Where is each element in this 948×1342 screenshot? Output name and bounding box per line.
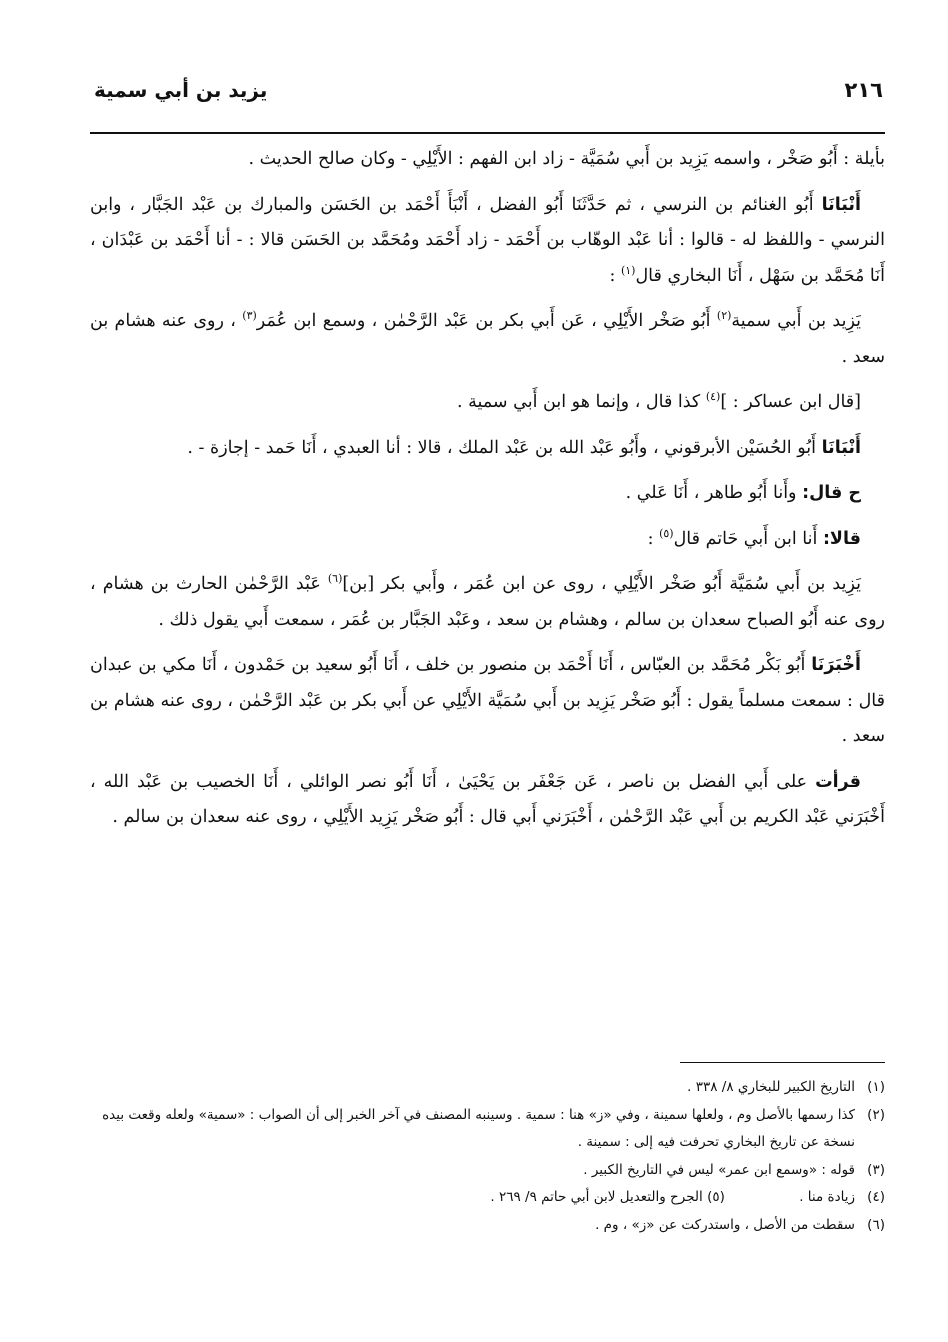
footnote-number: (١) bbox=[867, 1079, 885, 1095]
footnote bbox=[90, 1102, 885, 1157]
book-page bbox=[90, 62, 885, 1322]
footnote bbox=[90, 1157, 885, 1185]
footnote-separator bbox=[680, 1062, 885, 1063]
paragraph-lead: أَنْبَانَا bbox=[821, 194, 861, 215]
page-header bbox=[90, 78, 885, 118]
footnote-ref: (٤) bbox=[705, 390, 721, 404]
paragraph: بأيلة : أَبُو صَخْر ، واسمه يَزِيد بن أَبي سُمَيَّة - زاد ابن الفهم : الأَيْلِي - وكان صالح الحديث . bbox=[248, 149, 885, 169]
paragraph: يَزِيد بن أَبي سُمَيَّة أَبُو صَخْر الأَيْلِي ، روى عن ابن عُمَر ، وأَبي بكر [بن]$^{(٦)}$ عَبْد الرَّحْمٰن الحارث بن هشام ، روى عنه أَبُو الصباح سعدان بن سالم ، وهشام بن سعد ، وعَبْد الجَبَّار بن عُمَر ، سمعت أَبي يقول ذلك . bbox=[90, 572, 885, 630]
footnotes bbox=[90, 1074, 885, 1239]
header-rule bbox=[90, 132, 885, 134]
footnote-ref: (٦) bbox=[327, 572, 343, 586]
footnote-text: سقطت من الأصل ، واستدركت عن «ز» ، وم . bbox=[595, 1216, 855, 1233]
paragraph: يَزِيد بن أَبي سمية$^{(٢)}$ أَبُو صَخْر الأَيْلِي ، عَن أَبي بكر بن عَبْد الرَّحْمٰن ، وسمع ابن عُمَر$^{(٣)}$ ، روى عنه هشام بن سعد . bbox=[90, 309, 885, 367]
footnote-ref: (٥) bbox=[659, 526, 674, 540]
paragraph: قالا: أَنا ابن أَبي حَاتم قال$^{(٥)}$ : bbox=[647, 526, 861, 549]
footnote-ref: (٣) bbox=[242, 309, 257, 323]
footnote-text: قوله : «وسمع ابن عمر» ليس في التاريخ الكبير . bbox=[583, 1161, 855, 1178]
footnote-number: (٥) bbox=[707, 1189, 725, 1205]
running-title: يزيد بن أبي سمية bbox=[94, 78, 268, 102]
footnote-number: (٦) bbox=[867, 1216, 885, 1233]
paragraph: أَخْبَرَنَا أَبُو بَكْر مُحَمَّد بن العبّاس ، أَنَا أَحْمَد بن منصور بن خلف ، أَنَا أَبُو سعيد بن حَمْدون ، أَنَا مكي بن عبدان قال : سمعت مسلماً يقول : أَبُو صَخْر يَزِيد بن أَبي سُمَيَّة الأَيْلِي عن أَبي بكر بن عَبْد الرَّحْمٰن ، روى عنه هشام بن سعد . bbox=[90, 655, 885, 746]
paragraph-lead: قالا: bbox=[822, 528, 861, 549]
footnote-ref: (١) bbox=[620, 263, 636, 277]
footnote-text: الجرح والتعديل لابن أبي حاتم ٩/ ٢٦٩ . bbox=[490, 1189, 703, 1205]
main-text bbox=[90, 142, 885, 846]
paragraph-lead: قرأت bbox=[815, 771, 861, 792]
paragraph: أَنْبَانَا أَبُو الغنائم بن النرسي ، ثم حَدَّثَنَا أَبُو الفضل ، أَنْبَأَ أَحْمَد بن الحَسَن والمبارك بن عَبْد الجَبَّار ، وابن النرسي - واللفظ له - قالوا : أنا عَبْد الوهّاب بن أَحْمَد - زاد أَحْمَد ومُحَمَّد بن الحَسَن قالا : - أنا أَحْمَد بن عَبْدَان ، أَنَا مُحَمَّد بن سَهْل ، أَنَا البخاري قال$^{(١)}$ : bbox=[90, 194, 885, 286]
footnote bbox=[90, 1212, 885, 1240]
page-number: ٢١٦ bbox=[844, 78, 883, 102]
paragraph: ح قال: وأَنا أَبُو طاهر ، أَنَا عَلي . bbox=[625, 483, 861, 503]
footnote-text: زيادة منا . bbox=[799, 1189, 855, 1205]
footnote-number: (٣) bbox=[867, 1161, 885, 1178]
footnote-number: (٢) bbox=[867, 1106, 885, 1123]
footnote-text: التاريخ الكبير للبخاري ٨/ ٣٣٨ . bbox=[687, 1079, 855, 1095]
footnote-number: (٤) bbox=[867, 1189, 885, 1205]
paragraph: قرأت على أَبي الفضل بن ناصر ، عَن جَعْفَر بن يَحْيَىٰ ، أَنَا أَبُو نصر الوائلي ، أَنَا الخصيب بن عَبْد الله ، أَخْبَرَني عَبْد الكريم بن أَبي عَبْد الرَّحْمٰن ، أَخْبَرَني أَبي قال : أَبُو صَخْر يَزِيد الأَيْلِي ، روى عنه سعدان بن سالم . bbox=[90, 771, 885, 827]
paragraph: [قال ابن عساكر : ]$^{(٤)}$ كذا قال ، وإنما هو ابن أَبي سمية . bbox=[457, 390, 861, 412]
footnote-ref: (٢) bbox=[716, 309, 732, 323]
footnote bbox=[90, 1184, 885, 1212]
paragraph: أَنْبَانَا أَبُو الحُسَيْن الأبرقوني ، وأَبُو عَبْد الله بن عَبْد الملك ، قالا : أنا العبدي ، أَنَا حَمد - إجازة - . bbox=[187, 437, 861, 458]
paragraph-lead: أَنْبَانَا bbox=[821, 437, 861, 458]
footnote-text: كذا رسمها بالأصل وم ، ولعلها سمينة ، وفي «ز» هنا : سمية . وسينبه المصنف في آخر الخبر إلى أن الصواب : «سمية» ولعله وقعت بيده نسخة عن تاريخ البخاري تحرفت فيه إلى : سمينة . bbox=[102, 1106, 855, 1150]
paragraph-lead: ح قال: bbox=[802, 483, 861, 503]
footnote bbox=[90, 1074, 885, 1102]
paragraph-lead: أَخْبَرَنَا bbox=[811, 655, 861, 675]
